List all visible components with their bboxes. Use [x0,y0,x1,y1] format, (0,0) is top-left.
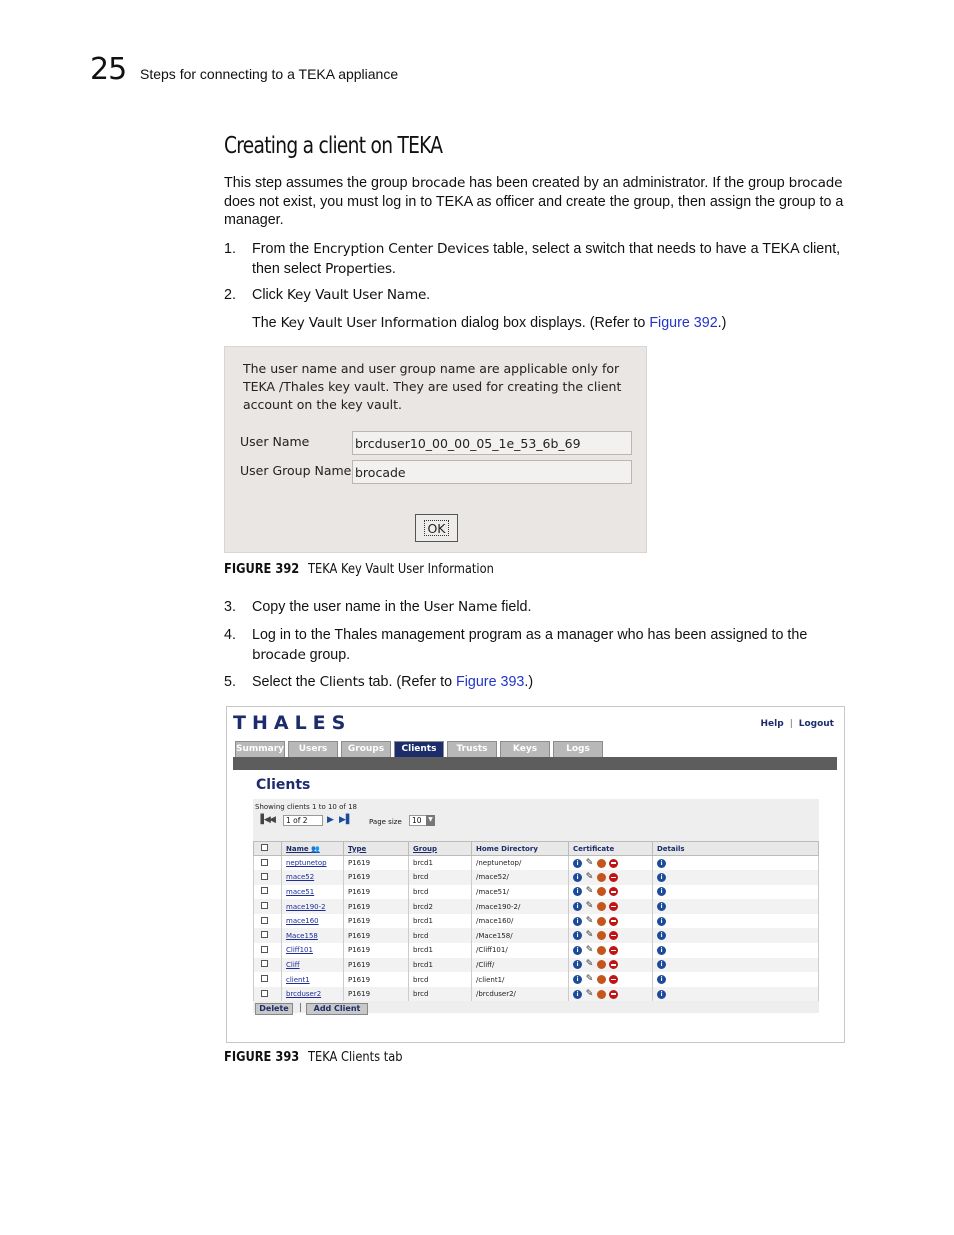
showing-count: Showing clients 1 to 10 of 18 [255,803,357,811]
chevron-down-icon: ▼ [426,815,435,826]
info-icon[interactable]: i [573,873,582,882]
client-group: brcd1 [409,943,472,958]
help-link[interactable]: Help [760,719,784,729]
col-type[interactable]: Type [344,842,409,856]
client-type: P1619 [344,943,409,958]
client-type: P1619 [344,885,409,900]
delete-icon[interactable] [609,990,618,999]
first-page-icon[interactable]: ▐◀ [257,815,271,825]
row-checkbox[interactable] [261,902,268,909]
logout-link[interactable]: Logout [798,719,834,729]
certificate-icon[interactable] [597,859,606,868]
select-all-checkbox[interactable] [261,844,268,851]
details-icon[interactable]: i [657,990,666,999]
details-icon[interactable]: i [657,960,666,969]
row-checkbox[interactable] [261,975,268,982]
client-group: brcd [409,972,472,987]
prev-page-icon[interactable]: ◀ [269,815,276,825]
tab-keys[interactable]: Keys [500,741,550,757]
user-name-label: User Name [240,434,310,449]
clients-panel: Showing clients 1 to 10 of 18 ▐◀ ◀ 1 of 2 ▶ ▶▌ Page size 10 ▼ Name 👥 Type Group Home Directory Certificate Details neptunetop P1619 brcd1 /neptunetop/ i ✎ i mace52 P1619 brcd /mace52/ i ✎ i mace51 P1619 brcd /mace51/ i ✎ i mace190-2 P1619 brcd2 /mace190-2/ i ✎ i mace160 P1619 brcd1 /mace160/ i ✎ i Mace158 P1619 brcd /Mace158/ i ✎ i Cliff101 P1619 brcd1 /Cliff101/ i ✎ i Cliff P1619 brcd1 /Cliff/ i ✎ i client1 P1619 brcd /client1/ i ✎ i brcduser2 P1619 brcd /brcduser2/ i ✎ i Delete | Add Client [253,799,819,1013]
client-home-directory: /Cliff101/ [472,943,569,958]
client-name-link[interactable]: mace52 [282,870,344,885]
certificate-icon[interactable] [597,931,606,940]
edit-icon[interactable]: ✎ [585,944,594,955]
info-icon[interactable]: i [573,859,582,868]
info-icon[interactable]: i [573,917,582,926]
tab-logs[interactable]: Logs [553,741,603,757]
row-checkbox[interactable] [261,917,268,924]
client-name-link[interactable]: client1 [282,972,344,987]
certificate-icon[interactable] [597,990,606,999]
add-client-button[interactable]: Add Client [306,1003,368,1015]
client-name-link[interactable]: mace160 [282,914,344,929]
certificate-icon[interactable] [597,873,606,882]
table-row [254,899,819,914]
client-group: brcd [409,987,472,1002]
table-row [254,856,819,871]
row-checkbox[interactable] [261,859,268,866]
delete-icon[interactable] [609,946,618,955]
user-group-name-label: User Group Name [240,463,352,478]
details-icon[interactable]: i [657,859,666,868]
client-group: brcd [409,885,472,900]
info-icon[interactable]: i [573,975,582,984]
row-checkbox[interactable] [261,931,268,938]
table-row [254,958,819,973]
page-input[interactable]: 1 of 2 [283,815,323,826]
client-type: P1619 [344,987,409,1002]
dialog-message: The user name and user group name are applicable only for TEKA /Thales key vault. They are used for creating the client account on the key vault. [243,361,622,412]
tab-bar [233,757,837,770]
clients-table [253,841,819,1001]
page-size-label: Page size [369,818,402,826]
client-name-link[interactable]: brcduser2 [282,987,344,1002]
client-type: P1619 [344,958,409,973]
info-icon[interactable]: i [573,887,582,896]
col-home-directory: Home Directory [472,842,569,856]
client-type: P1619 [344,928,409,943]
client-name-link[interactable]: Cliff101 [282,943,344,958]
table-row [254,972,819,987]
edit-icon[interactable]: ✎ [585,871,594,882]
table-row [254,885,819,900]
figure-393-caption: FIGURE 393 TEKA Clients tab [224,1050,403,1065]
last-page-icon[interactable]: ▶▌ [339,815,353,825]
client-type: P1619 [344,914,409,929]
certificate-icon[interactable] [597,975,606,984]
ok-button[interactable]: OK [415,514,458,542]
delete-icon[interactable] [609,917,618,926]
edit-icon[interactable]: ✎ [585,974,594,985]
info-icon[interactable]: i [573,902,582,911]
details-icon[interactable]: i [657,917,666,926]
user-name-field[interactable]: brcduser10_00_00_05_1e_53_6b_69 [352,431,632,455]
delete-button[interactable]: Delete [255,1003,293,1015]
key-vault-user-dialog [224,346,647,553]
running-header: Steps for connecting to a TEKA appliance [140,66,399,82]
client-group: brcd1 [409,958,472,973]
table-row [254,870,819,885]
tab-trusts[interactable]: Trusts [447,741,497,757]
edit-icon[interactable]: ✎ [585,886,594,897]
delete-icon[interactable] [609,902,618,911]
client-name-link[interactable]: Mace158 [282,928,344,943]
thales-logo: THALES [233,712,352,734]
col-group[interactable]: Group [409,842,472,856]
client-type: P1619 [344,856,409,871]
edit-icon[interactable]: ✎ [585,959,594,970]
next-page-icon[interactable]: ▶ [327,815,334,825]
certificate-icon[interactable] [597,917,606,926]
row-checkbox[interactable] [261,990,268,997]
thales-clients-screen [226,706,845,1043]
row-checkbox[interactable] [261,873,268,880]
intro-paragraph: This step assumes the group brocade has been created by an administrator. If the group brocade does not exist, you must log in to TEKA as officer and create the group, then assign the group to a manager. [224,175,844,229]
edit-icon[interactable]: ✎ [585,930,594,941]
tab-summary[interactable]: Summary [235,741,285,757]
users-icon: 👥 [311,844,320,853]
client-home-directory: /client1/ [472,972,569,987]
table-row [254,987,819,1002]
top-links: Help | Logout [760,719,834,729]
delete-icon[interactable] [609,960,618,969]
row-checkbox[interactable] [261,960,268,967]
client-home-directory: /Mace158/ [472,928,569,943]
chapter-number: 25 [90,52,127,87]
client-type: P1619 [344,899,409,914]
table-row [254,928,819,943]
client-name-link[interactable]: mace51 [282,885,344,900]
client-group: brcd [409,870,472,885]
client-home-directory: /neptunetop/ [472,856,569,871]
figure-393-link[interactable]: Figure 393 [456,674,525,690]
client-home-directory: /mace52/ [472,870,569,885]
tab-clients[interactable]: Clients [394,741,444,757]
table-row [254,914,819,929]
delete-icon[interactable] [609,975,618,984]
client-type: P1619 [344,870,409,885]
client-home-directory: /mace160/ [472,914,569,929]
client-home-directory: /mace51/ [472,885,569,900]
edit-icon[interactable]: ✎ [585,988,594,999]
details-icon[interactable]: i [657,873,666,882]
client-home-directory: /brcduser2/ [472,987,569,1002]
client-group: brcd [409,928,472,943]
info-icon[interactable]: i [573,931,582,940]
tab-users[interactable]: Users [288,741,338,757]
client-group: brcd1 [409,856,472,871]
client-name-link[interactable]: mace190-2 [282,899,344,914]
section-title: Creating a client on TEKA [224,133,443,159]
col-name[interactable]: Name 👥 [282,842,344,856]
col-certificate: Certificate [569,842,653,856]
info-icon[interactable]: i [573,960,582,969]
client-name-link[interactable]: neptunetop [282,856,344,871]
user-group-name-field[interactable]: brocade [352,460,632,484]
figure-392-caption: FIGURE 392 TEKA Key Vault User Information [224,562,494,577]
client-home-directory: /Cliff/ [472,958,569,973]
certificate-icon[interactable] [597,946,606,955]
clients-heading: Clients [256,777,311,793]
details-icon[interactable]: i [657,946,666,955]
details-icon[interactable]: i [657,887,666,896]
edit-icon[interactable]: ✎ [585,901,594,912]
certificate-icon[interactable] [597,960,606,969]
row-checkbox[interactable] [261,946,268,953]
delete-icon[interactable] [609,887,618,896]
client-home-directory: /mace190-2/ [472,899,569,914]
certificate-icon[interactable] [597,902,606,911]
info-icon[interactable]: i [573,990,582,999]
details-icon[interactable]: i [657,975,666,984]
info-icon[interactable]: i [573,946,582,955]
edit-icon[interactable]: ✎ [585,857,594,868]
table-row [254,943,819,958]
certificate-icon[interactable] [597,887,606,896]
client-type: P1619 [344,972,409,987]
delete-icon[interactable] [609,873,618,882]
details-icon[interactable]: i [657,902,666,911]
row-checkbox[interactable] [261,887,268,894]
client-name-link[interactable]: Cliff [282,958,344,973]
tab-groups[interactable]: Groups [341,741,391,757]
delete-icon[interactable] [609,931,618,940]
figure-392-link[interactable]: Figure 392 [649,315,718,331]
col-details: Details [653,842,819,856]
edit-icon[interactable]: ✎ [585,915,594,926]
page-size-select[interactable]: 10 ▼ [409,815,435,826]
client-group: brcd1 [409,914,472,929]
details-icon[interactable]: i [657,931,666,940]
client-group: brcd2 [409,899,472,914]
delete-icon[interactable] [609,859,618,868]
